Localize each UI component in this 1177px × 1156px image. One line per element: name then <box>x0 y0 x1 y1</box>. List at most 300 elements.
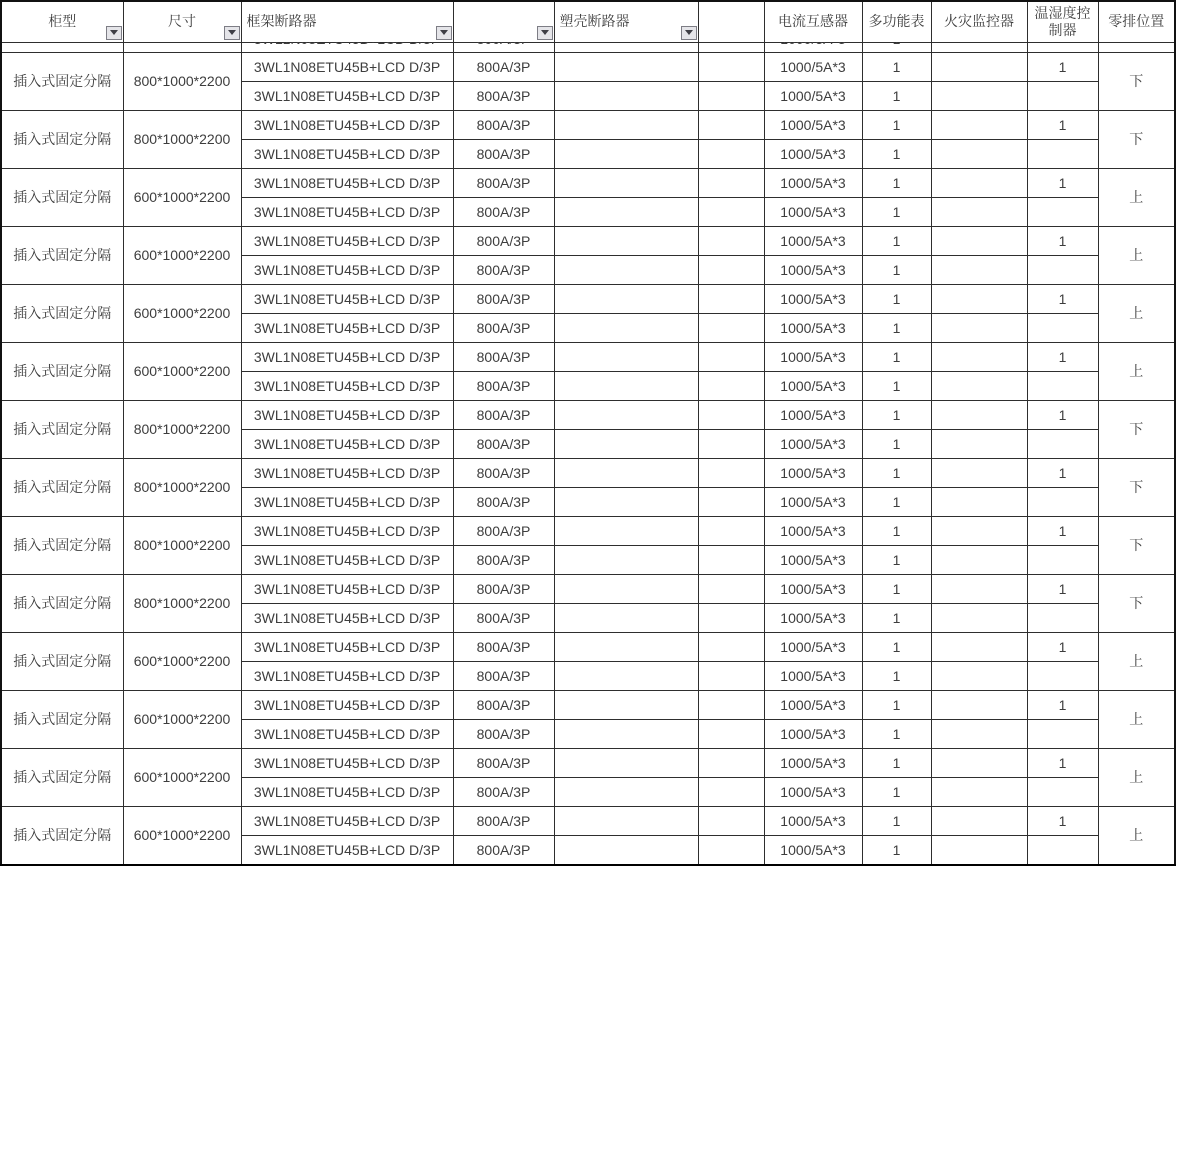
cell-frame_rating[interactable]: 800A/3P <box>453 255 554 284</box>
filter-button-mccb[interactable] <box>681 26 697 40</box>
cell-mccb_rating[interactable] <box>698 400 764 429</box>
table-row <box>1 806 1175 835</box>
cell-frame_rating[interactable]: 800A/3P <box>453 835 554 865</box>
cabinet-type-cell[interactable]: 插入式固定分隔 <box>1 516 123 574</box>
size-cell[interactable]: 600*1000*2200 <box>123 748 241 806</box>
cell-mccb_rating[interactable] <box>698 458 764 487</box>
cell-frame_rating[interactable]: 800A/3P <box>453 168 554 197</box>
cell-mccb[interactable] <box>554 371 698 400</box>
cell-ct[interactable]: 1000/5A*3 <box>764 168 862 197</box>
cell-fire[interactable] <box>931 806 1027 835</box>
cell-fire[interactable] <box>931 487 1027 516</box>
cell-frame_rating[interactable]: 800A/3P <box>453 690 554 719</box>
cell-ct[interactable]: 1000/5A*3 <box>764 574 862 603</box>
cabinet-type-cell[interactable]: 插入式固定分隔 <box>1 458 123 516</box>
filter-button-cabinet[interactable] <box>106 26 122 40</box>
cell-ct[interactable]: 1000/5A*3 <box>764 719 862 748</box>
cell-mccb[interactable] <box>554 690 698 719</box>
cell-temp[interactable] <box>1027 545 1098 574</box>
cell-frame_rating[interactable]: 800A/3P <box>453 806 554 835</box>
size-cell[interactable]: 800*1000*2200 <box>123 400 241 458</box>
cell-mccb[interactable] <box>554 719 698 748</box>
cell-frame_breaker[interactable] <box>241 42 453 52</box>
cell-temp[interactable]: 1 <box>1027 400 1098 429</box>
neutral-bar-position-cell[interactable]: 上 <box>1098 226 1175 284</box>
cell-ct[interactable]: 1000/5A*3 <box>764 516 862 545</box>
cell-meter[interactable]: 1 <box>862 255 931 284</box>
cell-ct[interactable]: 1000/5A*3 <box>764 110 862 139</box>
cell-fire[interactable] <box>931 777 1027 806</box>
cell-mccb[interactable] <box>554 42 698 52</box>
table-row <box>1 458 1175 487</box>
cell-fire[interactable] <box>931 429 1027 458</box>
cell-temp[interactable]: 1 <box>1027 806 1098 835</box>
cell-meter[interactable]: 1 <box>862 139 931 168</box>
cell-mccb_rating[interactable] <box>698 690 764 719</box>
cell-mccb[interactable] <box>554 835 698 865</box>
size-cell[interactable]: 800*1000*2200 <box>123 52 241 110</box>
cell-mccb_rating[interactable] <box>698 661 764 690</box>
size-cell[interactable]: 600*1000*2200 <box>123 284 241 342</box>
cell-frame_rating[interactable]: 800A/3P <box>453 284 554 313</box>
filter-button-frame_rating[interactable] <box>537 26 553 40</box>
cell-ct[interactable]: 1000/5A*3 <box>764 661 862 690</box>
size-cell[interactable]: 800*1000*2200 <box>123 516 241 574</box>
cell-meter[interactable]: 1 <box>862 835 931 865</box>
cell-mccb[interactable] <box>554 226 698 255</box>
neutral-bar-position-cell[interactable]: 上 <box>1098 806 1175 865</box>
cell-frame_rating[interactable]: 800A/3P <box>453 487 554 516</box>
neutral-bar-position-cell[interactable]: 下 <box>1098 110 1175 168</box>
cell-neutral[interactable] <box>1098 42 1175 52</box>
cell-temp[interactable]: 1 <box>1027 342 1098 371</box>
cell-frame_rating[interactable]: 800A/3P <box>453 516 554 545</box>
cell-fire[interactable] <box>931 81 1027 110</box>
cell-frame_breaker[interactable]: 3WL1N08ETU45B+LCD D/3P <box>241 342 453 371</box>
cell-frame_rating[interactable]: 800A/3P <box>453 545 554 574</box>
cell-mccb[interactable] <box>554 777 698 806</box>
cell-fire[interactable] <box>931 603 1027 632</box>
cell-meter[interactable]: 1 <box>862 168 931 197</box>
cell-meter[interactable]: 1 <box>862 487 931 516</box>
neutral-bar-position-cell[interactable]: 上 <box>1098 748 1175 806</box>
cell-frame_rating[interactable]: 800A/3P <box>453 661 554 690</box>
filter-button-frame_breaker[interactable] <box>436 26 452 40</box>
neutral-bar-position-cell[interactable]: 下 <box>1098 458 1175 516</box>
cell-fire[interactable] <box>931 458 1027 487</box>
cell-ct[interactable]: 1000/5A*3 <box>764 139 862 168</box>
cabinet-type-cell[interactable]: 插入式固定分隔 <box>1 806 123 865</box>
cell-meter[interactable]: 1 <box>862 661 931 690</box>
cabinet-type-cell[interactable]: 插入式固定分隔 <box>1 574 123 632</box>
cell-ct[interactable]: 1000/5A*3 <box>764 371 862 400</box>
cell-fire[interactable] <box>931 574 1027 603</box>
cell-mccb[interactable] <box>554 806 698 835</box>
column-header-cabinet[interactable] <box>1 1 123 42</box>
cell-mccb[interactable] <box>554 197 698 226</box>
cell-ct[interactable]: 1000/5A*3 <box>764 690 862 719</box>
cell-frame_breaker[interactable]: 3WL1N08ETU45B+LCD D/3P <box>241 777 453 806</box>
table-row <box>1 748 1175 777</box>
cell-frame_rating[interactable]: 800A/3P <box>453 603 554 632</box>
cell-ct[interactable]: 1000/5A*3 <box>764 342 862 371</box>
cell-temp[interactable]: 1 <box>1027 690 1098 719</box>
cell-temp[interactable] <box>1027 313 1098 342</box>
cell-fire[interactable] <box>931 226 1027 255</box>
cabinet-type-cell[interactable]: 插入式固定分隔 <box>1 342 123 400</box>
cell-meter[interactable]: 1 <box>862 52 931 81</box>
column-header-neutral[interactable] <box>1098 1 1175 42</box>
cell-mccb_rating[interactable] <box>698 313 764 342</box>
cell-frame_rating[interactable]: 800A/3P <box>453 371 554 400</box>
cabinet-type-cell[interactable]: 插入式固定分隔 <box>1 110 123 168</box>
cabinet-type-cell[interactable]: 插入式固定分隔 <box>1 748 123 806</box>
cell-frame_breaker[interactable]: 3WL1N08ETU45B+LCD D/3P <box>241 168 453 197</box>
cell-fire[interactable] <box>931 313 1027 342</box>
cell-frame_breaker[interactable]: 3WL1N08ETU45B+LCD D/3P <box>241 400 453 429</box>
cell-mccb_rating[interactable] <box>698 168 764 197</box>
cell-mccb[interactable] <box>554 545 698 574</box>
neutral-bar-position-cell[interactable]: 下 <box>1098 52 1175 110</box>
size-cell[interactable]: 600*1000*2200 <box>123 806 241 865</box>
cell-temp[interactable] <box>1027 139 1098 168</box>
cell-frame_breaker[interactable]: 3WL1N08ETU45B+LCD D/3P <box>241 603 453 632</box>
cell-mccb_rating[interactable] <box>698 777 764 806</box>
column-header-fire[interactable] <box>931 1 1027 42</box>
neutral-bar-position-cell[interactable]: 上 <box>1098 284 1175 342</box>
cell-frame_rating[interactable]: 800A/3P <box>453 719 554 748</box>
cell-mccb_rating[interactable] <box>698 371 764 400</box>
size-cell[interactable]: 600*1000*2200 <box>123 690 241 748</box>
neutral-bar-position-cell[interactable]: 下 <box>1098 516 1175 574</box>
cell-fire[interactable] <box>931 110 1027 139</box>
cell-meter[interactable]: 1 <box>862 545 931 574</box>
cell-meter[interactable]: 1 <box>862 516 931 545</box>
cell-meter[interactable]: 1 <box>862 748 931 777</box>
cell-ct[interactable]: 1000/5A*3 <box>764 632 862 661</box>
cell-mccb_rating[interactable] <box>698 806 764 835</box>
cell-mccb_rating[interactable] <box>698 110 764 139</box>
size-cell[interactable]: 800*1000*2200 <box>123 110 241 168</box>
cell-temp[interactable]: 1 <box>1027 52 1098 81</box>
cell-mccb_rating[interactable] <box>698 139 764 168</box>
cell-meter[interactable]: 1 <box>862 574 931 603</box>
cell-ct[interactable]: 1000/5A*3 <box>764 255 862 284</box>
cell-meter[interactable]: 1 <box>862 603 931 632</box>
cell-frame_rating[interactable]: 800A/3P <box>453 197 554 226</box>
cell-fire[interactable] <box>931 516 1027 545</box>
cell-frame_breaker[interactable]: 3WL1N08ETU45B+LCD D/3P <box>241 197 453 226</box>
cabinet-type-cell[interactable]: 插入式固定分隔 <box>1 52 123 110</box>
cell-meter[interactable]: 1 <box>862 806 931 835</box>
cell-cabinet[interactable] <box>1 42 123 52</box>
cell-meter[interactable]: 1 <box>862 226 931 255</box>
cell-fire[interactable] <box>931 632 1027 661</box>
cell-mccb[interactable] <box>554 487 698 516</box>
cell-meter[interactable]: 1 <box>862 632 931 661</box>
cell-fire[interactable] <box>931 42 1027 52</box>
cell-temp[interactable]: 1 <box>1027 748 1098 777</box>
cell-fire[interactable] <box>931 690 1027 719</box>
cell-mccb_rating[interactable] <box>698 81 764 110</box>
cell-temp[interactable]: 1 <box>1027 516 1098 545</box>
cell-frame_breaker[interactable]: 3WL1N08ETU45B+LCD D/3P <box>241 226 453 255</box>
column-header-temp[interactable] <box>1027 1 1098 42</box>
cell-ct[interactable] <box>764 42 862 52</box>
cell-fire[interactable] <box>931 835 1027 865</box>
cell-ct[interactable]: 1000/5A*3 <box>764 52 862 81</box>
cell-mccb_rating[interactable] <box>698 574 764 603</box>
cell-mccb[interactable] <box>554 748 698 777</box>
cell-temp[interactable] <box>1027 777 1098 806</box>
cell-ct[interactable]: 1000/5A*3 <box>764 458 862 487</box>
cell-frame_rating[interactable]: 800A/3P <box>453 139 554 168</box>
cell-mccb_rating[interactable] <box>698 429 764 458</box>
cell-mccb[interactable] <box>554 52 698 81</box>
cell-mccb[interactable] <box>554 574 698 603</box>
cell-temp[interactable] <box>1027 255 1098 284</box>
cell-fire[interactable] <box>931 545 1027 574</box>
cell-mccb_rating[interactable] <box>698 342 764 371</box>
cell-temp[interactable] <box>1027 835 1098 865</box>
cell-ct[interactable]: 1000/5A*3 <box>764 748 862 777</box>
cell-mccb_rating[interactable] <box>698 52 764 81</box>
cell-frame_breaker[interactable]: 3WL1N08ETU45B+LCD D/3P <box>241 81 453 110</box>
cell-mccb[interactable] <box>554 632 698 661</box>
cell-frame_rating[interactable]: 800A/3P <box>453 429 554 458</box>
cell-meter[interactable]: 1 <box>862 719 931 748</box>
cell-temp[interactable]: 1 <box>1027 226 1098 255</box>
cell-temp[interactable]: 1 <box>1027 574 1098 603</box>
cabinet-type-cell[interactable]: 插入式固定分隔 <box>1 690 123 748</box>
cell-frame_breaker[interactable]: 3WL1N08ETU45B+LCD D/3P <box>241 429 453 458</box>
cell-ct[interactable]: 1000/5A*3 <box>764 313 862 342</box>
cell-size[interactable] <box>123 42 241 52</box>
cell-mccb_rating[interactable] <box>698 545 764 574</box>
cell-ct[interactable]: 1000/5A*3 <box>764 777 862 806</box>
cell-mccb_rating[interactable] <box>698 719 764 748</box>
cell-frame_rating[interactable]: 800A/3P <box>453 574 554 603</box>
cell-mccb[interactable] <box>554 284 698 313</box>
cabinet-type-cell[interactable]: 插入式固定分隔 <box>1 168 123 226</box>
cell-mccb_rating[interactable] <box>698 255 764 284</box>
cell-temp[interactable] <box>1027 661 1098 690</box>
neutral-bar-position-cell[interactable]: 下 <box>1098 574 1175 632</box>
cell-frame_breaker[interactable]: 3WL1N08ETU45B+LCD D/3P <box>241 690 453 719</box>
cell-ct[interactable]: 1000/5A*3 <box>764 81 862 110</box>
cell-frame_rating[interactable]: 800A/3P <box>453 748 554 777</box>
cell-mccb_rating[interactable] <box>698 284 764 313</box>
cell-ct[interactable]: 1000/5A*3 <box>764 545 862 574</box>
cell-fire[interactable] <box>931 168 1027 197</box>
cell-fire[interactable] <box>931 400 1027 429</box>
cell-frame_rating[interactable]: 800A/3P <box>453 313 554 342</box>
filter-button-size[interactable] <box>224 26 240 40</box>
column-header-frame_rating[interactable] <box>453 1 554 42</box>
cell-frame_breaker[interactable]: 3WL1N08ETU45B+LCD D/3P <box>241 255 453 284</box>
cell-mccb_rating[interactable] <box>698 632 764 661</box>
cell-meter[interactable]: 1 <box>862 458 931 487</box>
cell-meter[interactable]: 1 <box>862 429 931 458</box>
cell-frame_breaker[interactable]: 3WL1N08ETU45B+LCD D/3P <box>241 110 453 139</box>
cell-frame_rating[interactable]: 800A/3P <box>453 777 554 806</box>
cell-frame_rating[interactable]: 800A/3P <box>453 342 554 371</box>
neutral-bar-position-cell[interactable]: 下 <box>1098 400 1175 458</box>
cell-temp[interactable]: 1 <box>1027 110 1098 139</box>
cell-frame_breaker[interactable]: 3WL1N08ETU45B+LCD D/3P <box>241 835 453 865</box>
cell-fire[interactable] <box>931 197 1027 226</box>
cell-fire[interactable] <box>931 371 1027 400</box>
cell-mccb[interactable] <box>554 342 698 371</box>
cell-fire[interactable] <box>931 661 1027 690</box>
neutral-bar-position-cell[interactable]: 上 <box>1098 690 1175 748</box>
cell-ct[interactable]: 1000/5A*3 <box>764 603 862 632</box>
cell-mccb_rating[interactable] <box>698 748 764 777</box>
cell-ct[interactable]: 1000/5A*3 <box>764 429 862 458</box>
cell-fire[interactable] <box>931 719 1027 748</box>
cell-meter[interactable]: 1 <box>862 371 931 400</box>
cell-mccb[interactable] <box>554 661 698 690</box>
size-cell[interactable]: 800*1000*2200 <box>123 574 241 632</box>
cell-temp[interactable] <box>1027 197 1098 226</box>
cell-mccb[interactable] <box>554 400 698 429</box>
cell-fire[interactable] <box>931 139 1027 168</box>
table-row <box>1 52 1175 81</box>
cell-temp[interactable] <box>1027 81 1098 110</box>
cabinet-type-cell[interactable]: 插入式固定分隔 <box>1 400 123 458</box>
cell-frame_breaker[interactable]: 3WL1N08ETU45B+LCD D/3P <box>241 806 453 835</box>
cell-frame_rating[interactable] <box>453 42 554 52</box>
neutral-bar-position-cell[interactable]: 上 <box>1098 342 1175 400</box>
cell-frame_breaker[interactable]: 3WL1N08ETU45B+LCD D/3P <box>241 748 453 777</box>
cell-ct[interactable]: 1000/5A*3 <box>764 226 862 255</box>
cell-mccb[interactable] <box>554 313 698 342</box>
cell-ct[interactable]: 1000/5A*3 <box>764 284 862 313</box>
cell-temp[interactable] <box>1027 371 1098 400</box>
cell-mccb[interactable] <box>554 139 698 168</box>
cell-temp[interactable] <box>1027 603 1098 632</box>
size-cell[interactable]: 600*1000*2200 <box>123 168 241 226</box>
column-header-size[interactable] <box>123 1 241 42</box>
column-header-frame_breaker[interactable] <box>241 1 453 42</box>
cell-ct[interactable]: 1000/5A*3 <box>764 400 862 429</box>
cell-ct[interactable]: 1000/5A*3 <box>764 197 862 226</box>
cell-meter[interactable]: 1 <box>862 400 931 429</box>
cell-mccb_rating[interactable] <box>698 603 764 632</box>
cell-frame_rating[interactable]: 800A/3P <box>453 400 554 429</box>
cell-frame_breaker[interactable]: 3WL1N08ETU45B+LCD D/3P <box>241 487 453 516</box>
column-header-mccb_rating[interactable] <box>698 1 764 42</box>
cell-meter[interactable]: 1 <box>862 313 931 342</box>
cell-mccb[interactable] <box>554 168 698 197</box>
cell-frame_breaker[interactable]: 3WL1N08ETU45B+LCD D/3P <box>241 313 453 342</box>
cell-frame_breaker[interactable]: 3WL1N08ETU45B+LCD D/3P <box>241 661 453 690</box>
cell-frame_breaker[interactable]: 3WL1N08ETU45B+LCD D/3P <box>241 545 453 574</box>
cell-fire[interactable] <box>931 748 1027 777</box>
cabinet-type-cell[interactable]: 插入式固定分隔 <box>1 284 123 342</box>
cell-frame_breaker[interactable]: 3WL1N08ETU45B+LCD D/3P <box>241 52 453 81</box>
size-cell[interactable]: 600*1000*2200 <box>123 632 241 690</box>
size-cell[interactable]: 800*1000*2200 <box>123 458 241 516</box>
column-header-mccb[interactable] <box>554 1 698 42</box>
neutral-bar-position-cell[interactable]: 上 <box>1098 168 1175 226</box>
cell-mccb[interactable] <box>554 458 698 487</box>
cell-frame_rating[interactable]: 800A/3P <box>453 52 554 81</box>
cell-temp[interactable]: 1 <box>1027 168 1098 197</box>
cell-meter[interactable]: 1 <box>862 110 931 139</box>
cell-frame_rating[interactable]: 800A/3P <box>453 226 554 255</box>
cell-temp[interactable] <box>1027 719 1098 748</box>
cell-frame_breaker[interactable]: 3WL1N08ETU45B+LCD D/3P <box>241 458 453 487</box>
cabinet-type-cell[interactable]: 插入式固定分隔 <box>1 632 123 690</box>
cell-mccb_rating[interactable] <box>698 487 764 516</box>
cell-fire[interactable] <box>931 342 1027 371</box>
cell-frame_rating[interactable]: 800A/3P <box>453 458 554 487</box>
cell-temp[interactable] <box>1027 487 1098 516</box>
neutral-bar-position-cell[interactable]: 上 <box>1098 632 1175 690</box>
cell-mccb_rating[interactable] <box>698 197 764 226</box>
cell-mccb[interactable] <box>554 429 698 458</box>
cell-temp[interactable] <box>1027 429 1098 458</box>
cell-temp[interactable]: 1 <box>1027 632 1098 661</box>
cell-meter[interactable]: 1 <box>862 690 931 719</box>
cell-meter[interactable]: 1 <box>862 777 931 806</box>
size-cell[interactable]: 600*1000*2200 <box>123 342 241 400</box>
cell-fire[interactable] <box>931 284 1027 313</box>
cell-temp[interactable]: 1 <box>1027 284 1098 313</box>
cell-frame_rating[interactable]: 800A/3P <box>453 81 554 110</box>
cell-mccb[interactable] <box>554 81 698 110</box>
cell-frame_breaker[interactable]: 3WL1N08ETU45B+LCD D/3P <box>241 371 453 400</box>
cell-mccb_rating[interactable] <box>698 42 764 52</box>
cell-meter[interactable]: 1 <box>862 81 931 110</box>
column-header-meter[interactable] <box>862 1 931 42</box>
cell-frame_rating[interactable]: 800A/3P <box>453 110 554 139</box>
cell-frame_breaker[interactable]: 3WL1N08ETU45B+LCD D/3P <box>241 139 453 168</box>
cell-meter[interactable] <box>862 42 931 52</box>
cell-meter[interactable]: 1 <box>862 342 931 371</box>
cell-meter[interactable]: 1 <box>862 197 931 226</box>
cell-mccb[interactable] <box>554 516 698 545</box>
filter-dropdown-icon <box>440 30 448 35</box>
cell-frame_breaker[interactable]: 3WL1N08ETU45B+LCD D/3P <box>241 516 453 545</box>
cell-frame_breaker[interactable]: 3WL1N08ETU45B+LCD D/3P <box>241 719 453 748</box>
cell-mccb[interactable] <box>554 110 698 139</box>
cell-ct[interactable]: 1000/5A*3 <box>764 487 862 516</box>
cell-mccb[interactable] <box>554 603 698 632</box>
cell-mccb[interactable] <box>554 255 698 284</box>
cell-frame_breaker[interactable]: 3WL1N08ETU45B+LCD D/3P <box>241 284 453 313</box>
table-row <box>1 690 1175 719</box>
cell-meter[interactable]: 1 <box>862 284 931 313</box>
filter-dropdown-icon <box>110 30 118 35</box>
cell-fire[interactable] <box>931 255 1027 284</box>
cell-temp[interactable]: 1 <box>1027 458 1098 487</box>
cell-mccb_rating[interactable] <box>698 835 764 865</box>
cell-ct[interactable]: 1000/5A*3 <box>764 806 862 835</box>
size-cell[interactable]: 600*1000*2200 <box>123 226 241 284</box>
cell-frame_rating[interactable]: 800A/3P <box>453 632 554 661</box>
cell-mccb_rating[interactable] <box>698 516 764 545</box>
cell-ct[interactable]: 1000/5A*3 <box>764 835 862 865</box>
column-header-ct[interactable] <box>764 1 862 42</box>
cabinet-type-cell[interactable]: 插入式固定分隔 <box>1 226 123 284</box>
cell-mccb_rating[interactable] <box>698 226 764 255</box>
cell-frame_breaker[interactable]: 3WL1N08ETU45B+LCD D/3P <box>241 632 453 661</box>
cell-frame_breaker[interactable]: 3WL1N08ETU45B+LCD D/3P <box>241 574 453 603</box>
cell-temp[interactable] <box>1027 42 1098 52</box>
cell-fire[interactable] <box>931 52 1027 81</box>
